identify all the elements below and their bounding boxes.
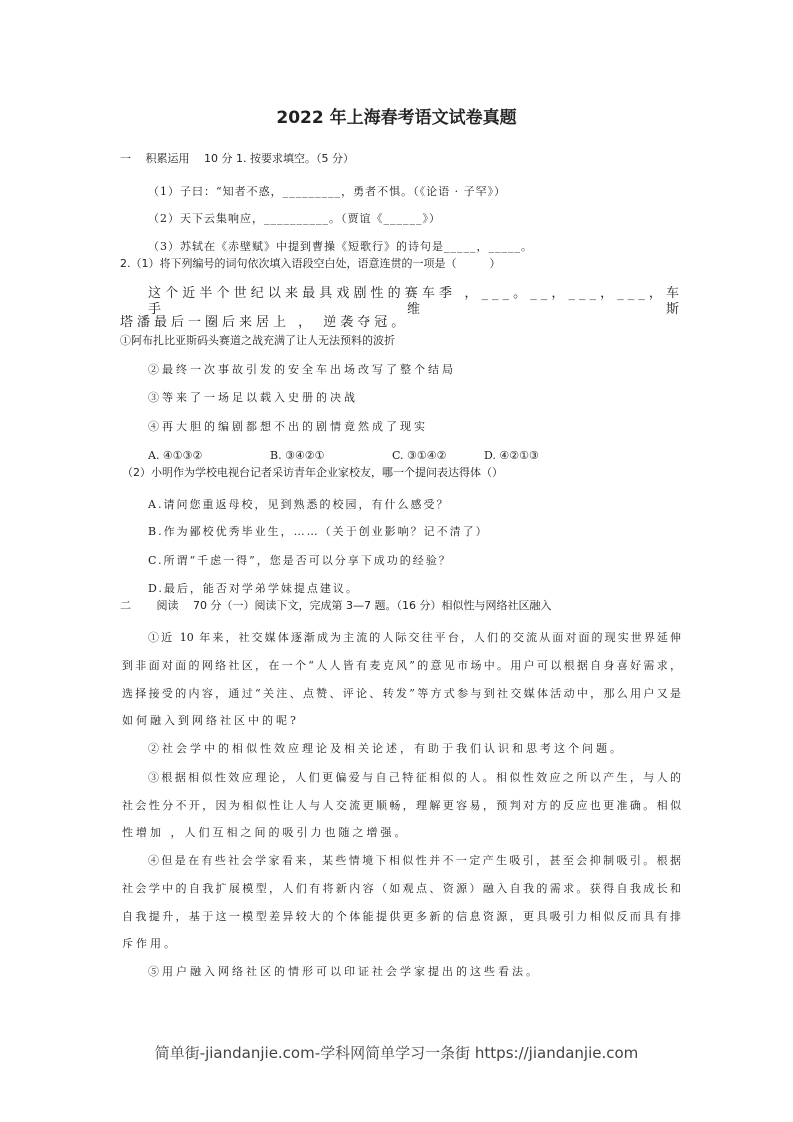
paragraph-line: 如何融入到网络社区中的呢? <box>122 714 299 727</box>
paragraph-line: 自我提升，基于这一模型差异较大的个体能提供更多新的信息资源，更具吸引力相似反而具有排 <box>122 910 681 923</box>
paragraph-line: 斥作用。 <box>122 937 178 950</box>
choice-item: ②最终一次事故引发的安全车出场改写了整个结局 <box>148 363 456 376</box>
footer-watermark: 简单街-jiandanjie.com-学科网简单学习一条街 https://jiandanjie.com <box>154 1044 639 1062</box>
paragraph-line: 选择接受的内容，通过“关注、点赞、评论、转发”等方式参与到社交媒体活动中，那么用户又是 <box>122 687 681 700</box>
paragraph-line: ②社会学中的相似性效应理论及相关论述，有助于我们认识和思考这个问题。 <box>148 742 624 755</box>
option-b: B. ③④②① <box>270 449 325 462</box>
q1-item: （1）子曰：“知者不惑，_________，勇者不惧。（《论语 · 子罕》） <box>148 185 507 198</box>
paragraph-line: ④但是在有些社会学家看来，某些情境下相似性并不一定产生吸引，甚至会抑制吸引。根据 <box>148 854 681 867</box>
paragraph-line: ⑤用户融入网络社区的情形可以印证社会学家提出的这些看法。 <box>148 965 540 978</box>
option-a: A. ④①③② <box>148 449 203 462</box>
paragraph-line: 社会性分不开，因为相似性让人与人交流更顺畅，理解更容易，预判对方的反应也更准确。相似 <box>122 799 681 812</box>
choice-item: ④再大胆的编剧都想不出的剧情竟然成了现实 <box>148 420 428 433</box>
paragraph-line: 社会学中的自我扩展模型，人们有将新内容（如观点、资源）融入自我的需求。获得自我成长和 <box>122 882 681 895</box>
q2-2-option: A.请问您重返母校，见到熟悉的校园，有什么感受？ <box>148 498 450 511</box>
q2-2-option: D.最后，能否对学弟学妹提点建议。 <box>148 582 359 595</box>
section1-header: 一 积累运用 10 分 1. 按要求填空。（5 分） <box>120 152 354 165</box>
q1-item: （3）苏轼在《赤壁赋》中提到曹操《短歌行》的诗句是_____，_____。 <box>148 240 533 253</box>
option-c: C. ③①④② <box>392 449 447 462</box>
paragraph-line: ③根据相似性效应理论，人们更偏爱与自己特征相似的人。相似性效应之所以产生，与人的 <box>148 771 681 784</box>
choice-item: ③等来了一场足以载入史册的决战 <box>148 391 358 404</box>
passage-line: 这个近半个世纪以来最具戏剧性的赛车季 ，___。__，___，___，车手维斯 <box>148 286 683 317</box>
passage-line: 塔潘最后一圈后来居上 ， 逆袭夺冠。 <box>120 315 409 330</box>
page-title: 2022 年上海春考语文试卷真题 <box>276 108 517 128</box>
paragraph-line: 性增加 ，人们互相之间的吸引力也随之增强。 <box>122 826 409 839</box>
paragraph-line: 到非面对面的网络社区，在一个“人人皆有麦克风”的意见市场中。用户可以根据自身喜好需求， <box>122 659 681 672</box>
q1-item: （2）天下云集响应，__________。（贾谊《______》） <box>148 212 441 225</box>
q2-2-prompt: （2）小明作为学校电视台记者采访青年企业家校友，哪一个提问表达得体（） <box>122 466 503 479</box>
q2-2-option: B.作为鄙校优秀毕业生，……（关于创业影响？记不清了） <box>148 525 489 538</box>
section2-header: 二 阅读 70 分（一）阅读下文，完成第 3—7 题。（16 分）相似性与网络社区融入 <box>120 599 552 612</box>
choice-item: ①阿布扎比亚斯码头赛道之战充满了让人无法预料的波折 <box>120 334 395 347</box>
paragraph-line: ①近 10 年来，社交媒体逐渐成为主流的人际交往平台，人们的交流从面对面的现实世界延伸 <box>148 631 681 644</box>
q2-2-option: C.所谓“千虑一得”，您是否可以分享下成功的经验？ <box>148 554 452 567</box>
option-d: D. ④②①③ <box>484 449 539 462</box>
q2-1-prompt: 2.（1）将下列编号的词句依次填入语段空白处，语意连贯的一项是（ ） <box>120 257 501 270</box>
